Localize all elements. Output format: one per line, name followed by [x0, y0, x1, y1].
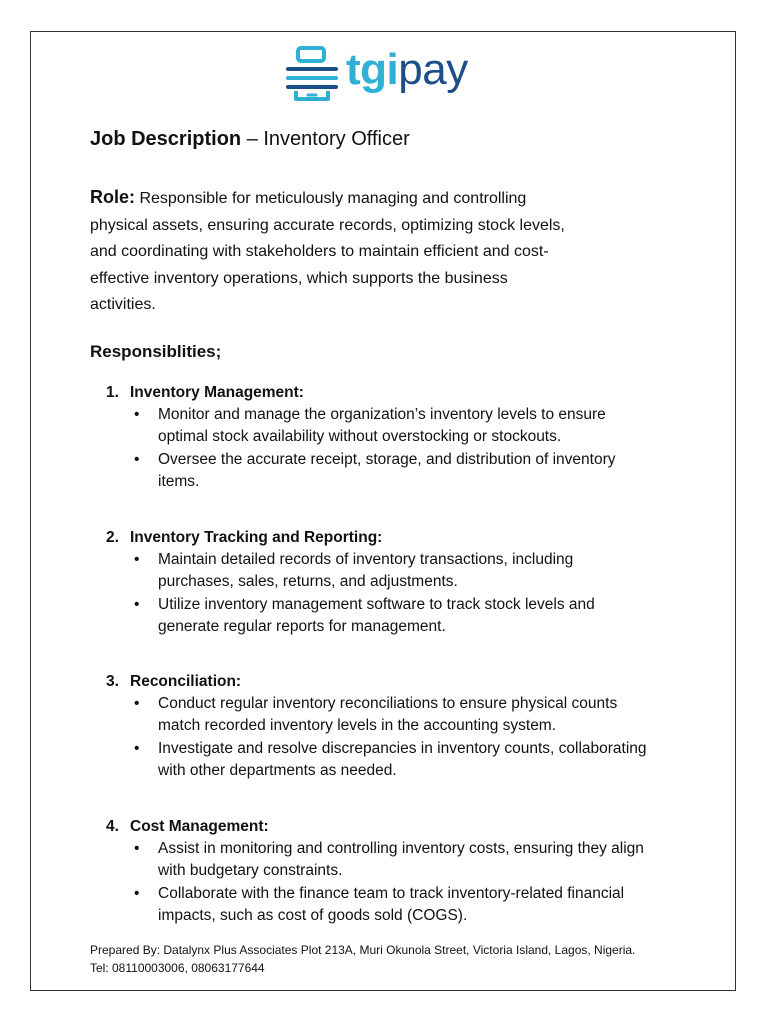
responsibilities-heading: Responsiblities;: [90, 342, 222, 361]
bullet-icon: •: [134, 551, 140, 568]
section-title: Reconciliation:: [130, 673, 242, 690]
list-item: [106, 549, 686, 594]
role-line: activities.: [90, 296, 156, 313]
bullet-text: Monitor and manage the organization’s inventory levels to ensure: [158, 406, 606, 423]
role-label: Role:: [90, 187, 135, 207]
tgipay-logo: [286, 45, 486, 103]
section-number: 1.: [106, 384, 119, 401]
section-heading: [106, 527, 686, 549]
bullet-icon: •: [134, 840, 140, 857]
page-title: [90, 128, 410, 151]
list-item: [106, 594, 686, 639]
bullet-icon: •: [134, 406, 140, 423]
bullet-list: [106, 693, 686, 782]
role-line: effective inventory operations, which supports the business: [90, 269, 508, 287]
bullet-list: [106, 549, 686, 638]
bullet-icon: •: [134, 739, 140, 757]
role-line: [90, 184, 610, 213]
bullet-text: Maintain detailed records of inventory transactions, including: [158, 551, 574, 568]
section-title: Inventory Tracking and Reporting:: [130, 529, 383, 546]
bullet-text: items.: [158, 472, 200, 490]
logo-text-tgi: tgi: [346, 45, 399, 94]
role-paragraph: [90, 184, 610, 319]
bullet-icon: •: [134, 450, 140, 468]
section-number: 3.: [106, 673, 119, 690]
bullet-text: generate regular reports for management.: [158, 617, 446, 635]
section-cost-management: [106, 816, 686, 927]
footer-address: Prepared By: Datalynx Plus Associates Plot 213A, Muri Okunola Street, Victoria Island, Lagos, Nigeria.: [90, 943, 636, 957]
bullet-icon: •: [134, 595, 140, 613]
list-item: [106, 883, 686, 928]
bullet-icon: •: [134, 884, 140, 902]
bullet-text: impacts, such as cost of goods sold (COGS).: [158, 906, 468, 924]
bullet-text: match recorded inventory levels in the accounting system.: [158, 717, 557, 735]
role-line: and coordinating with stakeholders to maintain efficient and cost-: [90, 243, 549, 260]
section-title: Inventory Management:: [130, 384, 304, 401]
bullet-text: Investigate and resolve discrepancies in inventory counts, collaborating: [158, 739, 647, 757]
title-bold: Job Description: [90, 128, 242, 150]
bullet-text: with budgetary constraints.: [158, 862, 343, 880]
logo-text-pay: pay: [398, 45, 468, 94]
register-icon: [286, 45, 344, 103]
bullet-text: Conduct regular inventory reconciliations to ensure physical counts: [158, 695, 618, 712]
bullet-text: Utilize inventory management software to track stock levels and: [158, 595, 595, 613]
role-text: Responsible for meticulously managing and controlling: [135, 190, 527, 207]
section-number: 4.: [106, 818, 119, 835]
list-item: [106, 449, 686, 494]
section-heading: [106, 816, 686, 838]
logo-wordmark: [346, 41, 468, 99]
bullet-list: [106, 404, 686, 493]
bullet-text: Assist in monitoring and controlling inventory costs, ensuring they align: [158, 840, 644, 857]
bullet-text: Collaborate with the finance team to track inventory-related financial: [158, 884, 625, 902]
list-item: [106, 404, 686, 449]
section-title: Cost Management:: [130, 818, 269, 835]
role-line: physical assets, ensuring accurate records, optimizing stock levels,: [90, 216, 565, 234]
section-heading: [106, 382, 686, 404]
bullet-list: [106, 838, 686, 927]
bullet-text: optimal stock availability without overstocking or stockouts.: [158, 428, 562, 446]
section-reconciliation: [106, 671, 686, 782]
footer-phone: Tel: 08110003006, 08063177644: [90, 960, 265, 975]
section-heading: [106, 671, 686, 693]
bullet-text: purchases, sales, returns, and adjustments.: [158, 573, 458, 591]
section-inventory-management: [106, 382, 686, 493]
bullet-text: with other departments as needed.: [158, 761, 397, 779]
list-item: [106, 838, 686, 883]
section-inventory-tracking: [106, 527, 686, 638]
footer: [90, 942, 635, 977]
list-item: [106, 738, 686, 783]
bullet-text: Oversee the accurate receipt, storage, and distribution of inventory: [158, 450, 616, 468]
list-item: [106, 693, 686, 738]
title-rest: – Inventory Officer: [241, 128, 410, 150]
section-number: 2.: [106, 529, 119, 546]
bullet-icon: •: [134, 695, 140, 712]
